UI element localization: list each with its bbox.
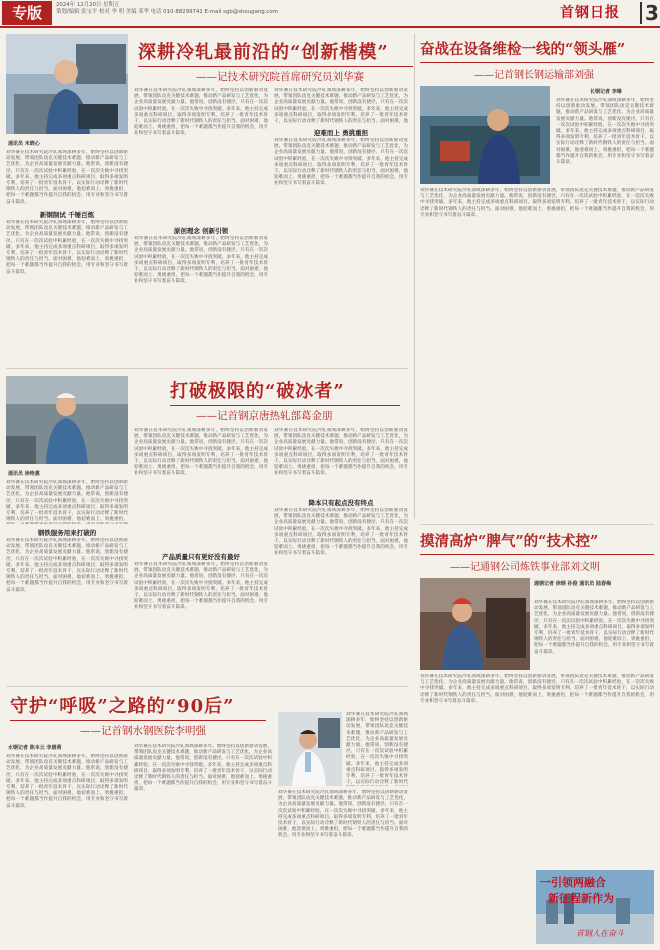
article5-byline: 水钢记者 陈本云 李晨萌 — [8, 745, 62, 751]
article3-text-col1a: 刘华赛在技术研究院冷轧领域深耕多年，始终坚持以创新驱动发展，带领团队攻克关键技术难题，推动新产品研发与工艺优化，为企业高质量发展贡献力量。他常说，创新没有捷径，只有在一次次试验中积累经验，在一次次失败中寻找突破。多年来，他主持完成多项重点科研项目，取得多项发明专利，培养了一批青年技术骨干，以实际行动诠释了新时代钢铁人的责任与担当。面对困难，他迎难而上、勇挑重担， — [6, 480, 128, 523]
article4-top-rule — [420, 524, 654, 525]
article4-byline: 通钢记者 徐钢 孙俊 通讯员 陆春梅 — [534, 581, 611, 587]
article2-text-top: 刘华赛在技术研究院冷轧领域深耕多年，始终坚持以创新驱动发展，带领团队攻克关键技术难题，推动新产品研发与工艺优化，为企业高质量发展贡献力量。他常说，创新没有捷径，只有在一次次试验中积累经验，在一次次失败中寻找突破。多年来，他主持完成多项重点科研项目，取得多项发明专利，培养了一批青年技术骨干，以实际行动诠释了新时代钢铁人的责任与担当。面对困难，他迎难而上、勇挑重担，把每一个难题都当作提升自我的机会，用专业和坚守书写着奋斗篇章。 — [556, 98, 654, 166]
article5-text-col3a: 刘华赛在技术研究院冷轧领域深耕多年，始终坚持以创新驱动发展，带领团队攻克关键技术难题，推动新产品研发与工艺优化，为企业高质量发展贡献力量。他常说，创新没有捷径，只有在一次次试验中积累经验，在一次次失败中寻找突破。多年来，他主持完成多项重点科研项目，取得多项发明专利，培养了一批青年技术骨干，以实际行动诠释了新时代 — [346, 712, 408, 786]
article1-photo — [6, 34, 128, 134]
article2-byline: 长钢记者 李琳 — [590, 89, 622, 95]
article1-text-col3b: 刘华赛在技术研究院冷轧领域深耕多年，始终坚持以创新驱动发展，带领团队攻克关键技术难题，推动新产品研发与工艺优化，为企业高质量发展贡献力量。他常说，创新没有捷径，只有在一次次试验中积累经验，在一次次失败中寻找突破。多年来，他主持完成多项重点科研项目，取得多项发明专利，培养了一批青年技术骨干，以实际行动诠释了新时代钢铁人的责任与担当。面对困难，他迎难而上、勇挑重担，把每一个难题都当作提升自我的机会，用专业和坚守书写着奋斗篇章。 — [274, 138, 408, 187]
article5-text-col1: 刘华赛在技术研究院冷轧领域深耕多年，始终坚持以创新驱动发展，带领团队攻克关键技术难题，推动新产品研发与工艺优化，为企业高质量发展贡献力量。他常说，创新没有捷径，只有在一次次试验中积累经验，在一次次失败中寻找突破。多年来，他主持完成多项重点科研项目，取得多项发明专利，培养了一批青年技术骨干，以实际行动诠释了新时代钢铁人的责任与担当。面对困难，他迎难而上、勇挑重担，把每一个难题都当作提升自我的机会，用专业和坚守书写着奋斗篇章。 — [6, 754, 128, 809]
promo-brand: 首钢人在奋斗 — [576, 929, 624, 938]
article3-subhead1: 钢铁服务用来打破的 — [37, 529, 97, 537]
article5-rule — [10, 720, 266, 721]
article1-title: 深耕冷轧最前沿的“创新楷模” — [138, 42, 389, 63]
page-number: 3 — [640, 2, 659, 24]
article1-subtitle: ——记技术研究院首席研究员刘华赛 — [196, 71, 364, 83]
article3-text-col3b: 刘华赛在技术研究院冷轧领域深耕多年，始终坚持以创新驱动发展，带领团队攻克关键技术难题，推动新产品研发与工艺优化，为企业高质量发展贡献力量。他常说，创新没有捷径，只有在一次次试验中积累经验，在一次次失败中寻找突破。多年来，他主持完成多项重点科研项目，取得多项发明专利，培养了一批青年技术骨干，以实际行动诠释了新时代钢铁人的责任与担当。面对困难，他迎难而上、勇挑重担，把每一个难题都当作提升自我的机会，用专业和坚守书写着奋斗篇章。 — [274, 508, 408, 557]
article3-text-col2b: 刘华赛在技术研究院冷轧领域深耕多年，始终坚持以创新驱动发展，带领团队攻克关键技术难题，推动新产品研发与工艺优化，为企业高质量发展贡献力量。他常说，创新没有捷径，只有在一次次试验中积累经验，在一次次失败中寻找突破。多年来，他主持完成多项重点科研项目，取得多项发明专利，培养了一批青年技术骨干，以实际行动诠释了新时代钢铁人的责任与担当。面对困难，他迎难而上、勇挑重担，把每一个难题都当作提升自我的机会，用专业和坚守书写着奋斗篇章。 — [134, 562, 268, 611]
article1-text-col3a: 刘华赛在技术研究院冷轧领域深耕多年，始终坚持以创新驱动发展，带领团队攻克关键技术难题，推动新产品研发与工艺优化，为企业高质量发展贡献力量。他常说，创新没有捷径，只有在一次次试验中积累经验，在一次次失败中寻找突破。多年来，他主持完成多项重点科研项目，取得多项发明专利，培养了一批青年技术骨干，以实际行动诠释了新时代钢铁人的责任与担当。面对困难，他 — [274, 88, 408, 124]
article4-photo — [420, 578, 530, 670]
article5-title: 守护“呼吸”之路的“90后” — [10, 696, 235, 717]
article1-byline: 通讯员 米晓心 — [8, 141, 40, 147]
article1-text-col2b: 刘华赛在技术研究院冷轧领域深耕多年，始终坚持以创新驱动发展，带领团队攻克关键技术难题，推动新产品研发与工艺优化，为企业高质量发展贡献力量。他常说，创新没有捷径，只有在一次次试验中积累经验，在一次次失败中寻找突破。多年来，他主持完成多项重点科研项目，取得多项发明专利，培养了一批青年技术骨干，以实际行动诠释了新时代钢铁人的责任与担当。面对困难，他迎难而上、勇挑重担，把每一个难题都当作提升自我的机会，用专业和坚守书写着奋斗篇章。 — [134, 236, 268, 285]
article3-title: 打破极限的“破冰者” — [170, 381, 345, 402]
article3-photo — [6, 376, 128, 464]
article1-text-col1b: 刘华赛在技术研究院冷轧领域深耕多年，始终坚持以创新驱动发展，带领团队攻克关键技术难题，推动新产品研发与工艺优化，为企业高质量发展贡献力量。他常说，创新没有捷径，只有在一次次试验中积累经验，在一次次失败中寻找突破。多年来，他主持完成多项重点科研项目，取得多项发明专利，培养了一批青年技术骨干，以实际行动诠释了新时代钢铁人的责任与担当。面对困难，他迎难而上、勇挑重担，把每一个难题都当作提升自我的机会，用专业和坚守书写着奋斗篇章。 — [6, 220, 128, 275]
article1-subhead2: 原创理念 创新引领 — [173, 227, 229, 235]
article3-text-col3a: 刘华赛在技术研究院冷轧领域深耕多年，始终坚持以创新驱动发展，带领团队攻克关键技术难题，推动新产品研发与工艺优化，为企业高质量发展贡献力量。他常说，创新没有捷径，只有在一次次试验中积累经验，在一次次失败中寻找突破。多年来，他主持完成多项重点科研项目，取得多项发明专利，培养了一批青年技术骨干，以实际行动诠释了新时代钢铁人的责任与担当。面对困难，他迎难而上、勇挑重担，把每一个难题都当作提升自我的机会，用专业和坚守书写着奋斗篇章。 — [274, 428, 408, 477]
promo-banner — [536, 870, 654, 944]
article3-text-col1b: 刘华赛在技术研究院冷轧领域深耕多年，始终坚持以创新驱动发展，带领团队攻克关键技术难题，推动新产品研发与工艺优化，为企业高质量发展贡献力量。他常说，创新没有捷径，只有在一次次试验中积累经验，在一次次失败中寻找突破。多年来，他主持完成多项重点科研项目，取得多项发明专利，培养了一批青年技术骨干，以实际行动诠释了新时代钢铁人的责任与担当。面对困难，他迎难而上、勇挑重担，把每一个难题都当作提升自我的机会，用专业和坚守书写着奋斗篇章。 — [6, 538, 128, 593]
article5-text-col2: 刘华赛在技术研究院冷轧领域深耕多年，始终坚持以创新驱动发展，带领团队攻克关键技术难题，推动新产品研发与工艺优化，为企业高质量发展贡献力量。他常说，创新没有捷径，只有在一次次试验中积累经验，在一次次失败中寻找突破。多年来，他主持完成多项重点科研项目，取得多项发明专利，培养了一批青年技术骨干，以实际行动诠释了新时代钢铁人的责任与担当。面对困难，他迎难而上、勇挑重担，把每一个难题都当作提升自我的机会，用专业和坚守书写着奋斗篇章。 — [134, 744, 272, 793]
section-label: 专版 — [2, 1, 52, 25]
article1-text-col2a: 刘华赛在技术研究院冷轧领域深耕多年，始终坚持以创新驱动发展，带领团队攻克关键技术难题，推动新产品研发与工艺优化，为企业高质量发展贡献力量。他常说，创新没有捷径，只有在一次次试验中积累经验，在一次次失败中寻找突破。多年来，他主持完成多项重点科研项目，取得多项发明专利，培养了一批青年技术骨干，以实际行动诠释了新时代钢铁人的责任与担当。面对困难，他迎难而上、勇挑重担，把每一个难题都当作提升自我的机会，用专业和坚守书写着奋斗篇章。 — [134, 88, 268, 137]
date-editor-info — [56, 2, 278, 16]
article1-subhead3: 迎难而上 勇挑重担 — [313, 129, 369, 137]
article5-subtitle: ——记首钢水钢医院李明强 — [80, 725, 206, 737]
article1-subhead1: 新钢制试 千锤百炼 — [39, 211, 95, 219]
article2-rule — [420, 62, 654, 63]
article5-text-col3b: 刘华赛在技术研究院冷轧领域深耕多年，始终坚持以创新驱动发展，带领团队攻克关键技术难题，推动新产品研发与工艺优化，为企业高质量发展贡献力量。他常说，创新没有捷径，只有在一次次试验中积累经验，在一次次失败中寻找突破。多年来，他主持完成多项重点科研项目，取得多项发明专利，培养了一批青年技术骨干，以实际行动诠释了新时代钢铁人的责任与担当。面对困难，他迎难而上、勇挑重担，把每一个难题都当作提升自我的机会，用专业和坚守书写着奋斗篇章。 — [278, 790, 408, 839]
article2-photo — [420, 86, 550, 184]
column-divider — [414, 34, 415, 519]
article4-rule — [420, 554, 654, 555]
article3-subhead3: 降本只有起点没有终点 — [308, 499, 374, 507]
date-line: 2024年 12月20日 星期五 — [56, 2, 120, 8]
article3-subhead2: 产品质量只有更好没有最好 — [162, 553, 240, 561]
article5-photo — [278, 712, 342, 786]
article4-subtitle: ——记通钢公司炼铁事业部刘文明 — [450, 562, 600, 573]
article1-text-col1a: 刘华赛在技术研究院冷轧领域深耕多年，始终坚持以创新驱动发展，带领团队攻克关键技术难题，推动新产品研发与工艺优化，为企业高质量发展贡献力量。他常说，创新没有捷径，只有在一次次试验中积累经验，在一次次失败中寻找突破。多年来，他主持完成多项重点科研项目，取得多项发明专利，培养了一批青年技术骨干，以实际行动诠释了新时代钢铁人的责任与担当。面对困难，他迎难而上、勇挑重担，把每一个难题都当作提升自我的机会，用专业和坚守书写着奋斗篇章。 — [6, 150, 128, 205]
article4-text-body: 刘华赛在技术研究院冷轧领域深耕多年，始终坚持以创新驱动发展，带领团队攻克关键技术难题，推动新产品研发与工艺优化，为企业高质量发展贡献力量。他常说，创新没有捷径，只有在一次次试验中积累经验，在一次次失败中寻找突破。多年来，他主持完成多项重点科研项目，取得多项发明专利，培养了一批青年技术骨干，以实际行动诠释了新时代钢铁人的责任与担当。面对困难，他迎难而上、勇挑重担，把每一个难题都当作提升自我的机会，用专业和坚守书写着奋斗篇章。 — [420, 674, 654, 704]
promo-line2: 新征程新作为 — [548, 892, 614, 905]
article5-top-rule — [6, 686, 408, 687]
article2-title: 奋战在设备维检一线的“领头雁” — [420, 41, 626, 58]
article2-text-body: 刘华赛在技术研究院冷轧领域深耕多年，始终坚持以创新驱动发展，带领团队攻克关键技术难题，推动新产品研发与工艺优化，为企业高质量发展贡献力量。他常说，创新没有捷径，只有在一次次试验中积累经验，在一次次失败中寻找突破。多年来，他主持完成多项重点科研项目，取得多项发明专利，培养了一批青年技术骨干，以实际行动诠释了新时代钢铁人的责任与担当。面对困难，他迎难而上、勇挑重担，把每一个难题都当作提升自我的机会，用专业和坚守书写着奋斗篇章。 — [420, 188, 654, 218]
promo-line1: 一引领两融合 — [540, 876, 606, 889]
article3-subtitle: ——记首钢京唐热轧部葛金朋 — [196, 410, 333, 422]
article2-subtitle: ——记首钢长钢运输部刘强 — [474, 70, 594, 81]
article4-title: 摸清高炉“脾气”的“技术控” — [420, 533, 599, 550]
article3-top-rule — [6, 368, 408, 369]
article3-text-col2a: 刘华赛在技术研究院冷轧领域深耕多年，始终坚持以创新驱动发展，带领团队攻克关键技术难题，推动新产品研发与工艺优化，为企业高质量发展贡献力量。他常说，创新没有捷径，只有在一次次试验中积累经验，在一次次失败中寻找突破。多年来，他主持完成多项重点科研项目，取得多项发明专利，培养了一批青年技术骨干，以实际行动诠释了新时代钢铁人的责任与担当。面对困难，他迎难而上、勇挑重担，把每一个难题都当作提升自我的机会，用专业和坚守书写着奋斗篇章。 — [134, 428, 268, 477]
newspaper-logo: 首钢日报 — [560, 5, 620, 21]
article3-byline: 通讯员 徐艳惠 — [8, 471, 40, 477]
article3-rule — [170, 405, 400, 406]
editor-line: 策划/编辑 张宝平 校对 李 明 美编 邓华 电话 010-88299741 E-mail sgb@shougang.com — [56, 9, 278, 15]
article4-text-top: 刘华赛在技术研究院冷轧领域深耕多年，始终坚持以创新驱动发展，带领团队攻克关键技术难题，推动新产品研发与工艺优化，为企业高质量发展贡献力量。他常说，创新没有捷径，只有在一次次试验中积累经验，在一次次失败中寻找突破。多年来，他主持完成多项重点科研项目，取得多项发明专利，培养了一批青年技术骨干，以实际行动诠释了新时代钢铁人的责任与担当。面对困难，他迎难而上、勇挑重担，把每一个难题都当作提升自我的机会，用专业和坚守书写着奋斗篇章。 — [534, 600, 654, 655]
article1-rule — [138, 66, 413, 67]
